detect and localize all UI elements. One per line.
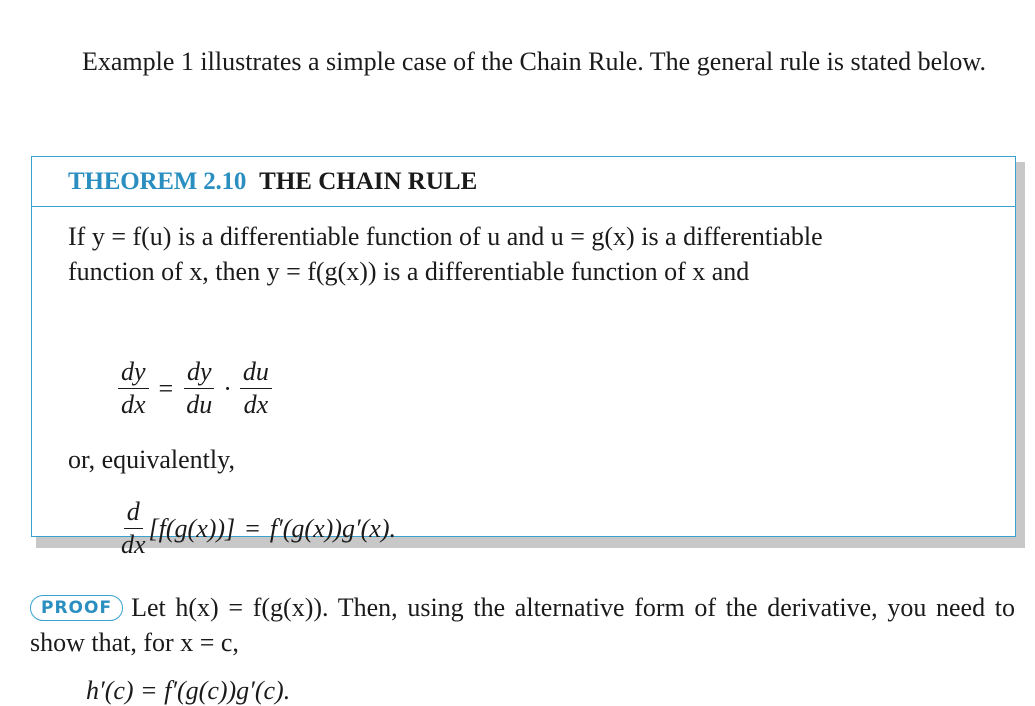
proof-paragraph xyxy=(30,590,1015,660)
partial-equation-line: h′(c) = f′(g(c))g′(c). xyxy=(86,676,291,705)
fraction-denominator: dx xyxy=(243,390,269,419)
chain-rule-equation xyxy=(118,359,272,418)
proof-text: Let h(x) = f(g(x)). Then, using the alternative form of the derivative, you need to show that, for x = c, xyxy=(30,593,1015,657)
equals-sign: = xyxy=(158,373,174,403)
chain-rule-alternative-equation xyxy=(118,499,396,558)
derivative-result: f′(g(x))g′(x). xyxy=(269,513,396,543)
fraction-dy-dx xyxy=(118,359,149,418)
fraction-numerator: dy xyxy=(118,359,149,389)
fraction-numerator: d xyxy=(124,499,143,529)
theorem-header xyxy=(32,157,1015,207)
intro-text: Example 1 illustrates a simple case of the Chain Rule. The general rule is stated below. xyxy=(82,47,986,76)
fraction-numerator: dy xyxy=(184,359,215,389)
multiplication-dot: · xyxy=(223,373,232,403)
theorem-title: THE CHAIN RULE xyxy=(259,167,478,195)
theorem-number: THEOREM 2.10 xyxy=(68,167,247,195)
intro-paragraph xyxy=(30,44,1015,79)
fraction-du-dx xyxy=(240,359,272,418)
fraction-denominator: du xyxy=(186,390,213,419)
composite-expression: [f(g(x))] xyxy=(148,513,236,543)
theorem-box xyxy=(31,156,1016,559)
fraction-denominator: dx xyxy=(121,530,146,559)
fraction-numerator: du xyxy=(240,359,272,389)
theorem-statement-line-1-text: If y = f(u) is a differentiable function of u and u = g(x) is a differentiable xyxy=(68,222,823,251)
theorem-statement-line-2-text: function of x, then y = f(g(x)) is a differentiable function of x and xyxy=(68,257,750,286)
theorem-body xyxy=(32,207,1015,559)
derivative-operator xyxy=(118,499,149,558)
theorem-statement-line-1 xyxy=(68,219,979,254)
theorem-statement-line-2 xyxy=(68,254,979,289)
proof-badge: PROOF xyxy=(30,595,123,621)
fraction-dy-du xyxy=(183,359,215,418)
fraction-denominator: dx xyxy=(121,390,146,419)
equivalently-text: or, equivalently, xyxy=(68,445,235,474)
equals-sign: = xyxy=(245,513,260,543)
